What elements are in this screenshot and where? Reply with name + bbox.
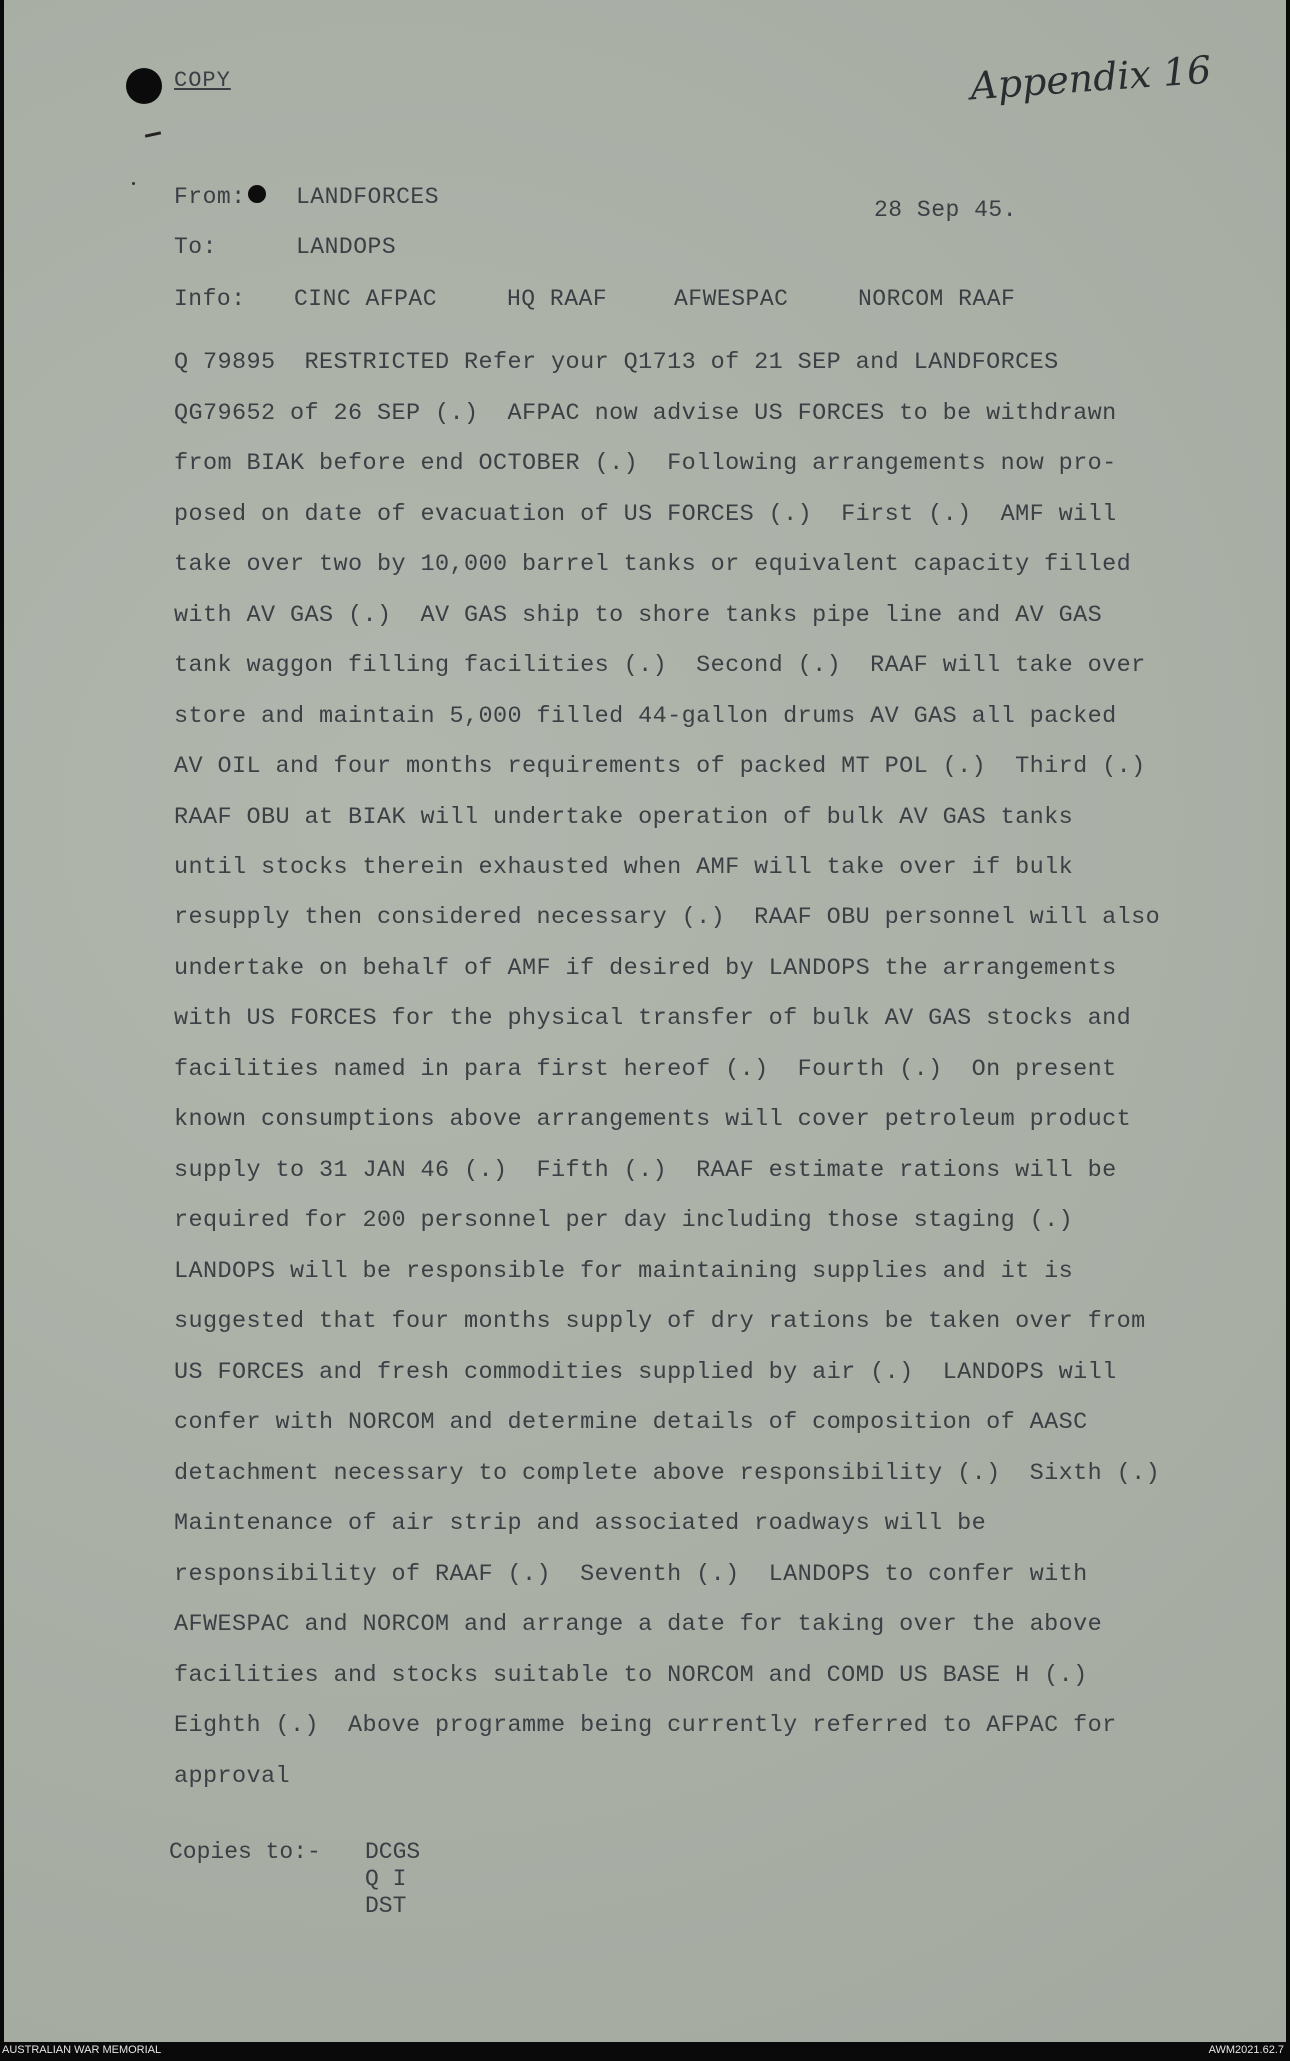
body-line: responsibility of RAAF (.) Seventh (.) LANDOPS to confer with [174, 1561, 1088, 1588]
body-line: QG79652 of 26 SEP (.) AFPAC now advise US FORCES to be withdrawn [174, 400, 1117, 427]
body-line: Maintenance of air strip and associated roadways will be [174, 1510, 987, 1537]
body-line: RAAF OBU at BIAK will undertake operation of bulk AV GAS tanks [174, 804, 1074, 831]
copies-recipient: Q I [365, 1866, 407, 1892]
body-line: with AV GAS (.) AV GAS ship to shore tanks pipe line and AV GAS [174, 602, 1103, 629]
ink-mark [145, 131, 161, 137]
body-line: with US FORCES for the physical transfer of bulk AV GAS stocks and [174, 1005, 1132, 1032]
body-line: resupply then considered necessary (.) RAAF OBU personnel will also [174, 904, 1161, 931]
to-label: To: [174, 234, 217, 260]
body-line: until stocks therein exhausted when AMF will take over if bulk [174, 854, 1074, 881]
body-line: facilities and stocks suitable to NORCOM and COMD US BASE H (.) [174, 1662, 1088, 1689]
footer-accession-number: AWM2021.62.7 [1208, 2044, 1284, 2056]
copies-recipient: DST [365, 1893, 407, 1919]
body-line: store and maintain 5,000 filled 44-gallon drums AV GAS all packed [174, 703, 1117, 730]
body-line: approval [174, 1763, 291, 1790]
punch-hole [126, 68, 162, 104]
body-line: known consumptions above arrangements will cover petroleum product [174, 1106, 1132, 1133]
from-value: LANDFORCES [296, 184, 440, 210]
info-recipient: NORCOM RAAF [858, 286, 1016, 312]
body-line: posed on date of evacuation of US FORCES (.) First (.) AMF will [174, 501, 1117, 528]
copy-label: COPY [174, 68, 231, 93]
to-value: LANDOPS [296, 234, 397, 260]
body-line: from BIAK before end OCTOBER (.) Following arrangements now pro- [174, 450, 1117, 477]
body-line: take over two by 10,000 barrel tanks or equivalent capacity filled [174, 551, 1132, 578]
copies-recipient: DCGS [365, 1839, 421, 1865]
body-line: confer with NORCOM and determine details of composition of AASC [174, 1409, 1088, 1436]
body-line: US FORCES and fresh commodities supplied by air (.) LANDOPS will [174, 1359, 1117, 1386]
ink-blot [248, 185, 266, 203]
body-line: undertake on behalf of AMF if desired by LANDOPS the arrangements [174, 955, 1117, 982]
document-sheet [4, 0, 1286, 2042]
copies-label: Copies to:- [169, 1839, 321, 1865]
info-recipient: AFWESPAC [674, 286, 789, 312]
body-line: AV OIL and four months requirements of packed MT POL (.) Third (.) [174, 753, 1146, 780]
info-label: Info: [174, 286, 246, 312]
ink-dot [132, 182, 135, 185]
message-date: 28 Sep 45. [874, 197, 1018, 223]
footer-institution: AUSTRALIAN WAR MEMORIAL [2, 2044, 162, 2056]
body-line: supply to 31 JAN 46 (.) Fifth (.) RAAF estimate rations will be [174, 1157, 1117, 1184]
body-line: tank waggon filling facilities (.) Second (.) RAAF will take over [174, 652, 1146, 679]
body-line: Eighth (.) Above programme being currently referred to AFPAC for [174, 1712, 1117, 1739]
body-line: detachment necessary to complete above responsibility (.) Sixth (.) [174, 1460, 1161, 1487]
body-line: required for 200 personnel per day including those staging (.) [174, 1207, 1074, 1234]
body-line: Q 79895 RESTRICTED Refer your Q1713 of 21 SEP and LANDFORCES [174, 349, 1059, 376]
body-line: facilities named in para first hereof (.) Fourth (.) On present [174, 1056, 1117, 1083]
info-recipient: HQ RAAF [507, 286, 608, 312]
from-label: From: [174, 184, 246, 210]
body-line: AFWESPAC and NORCOM and arrange a date for taking over the above [174, 1611, 1103, 1638]
body-line: LANDOPS will be responsible for maintaining supplies and it is [174, 1258, 1074, 1285]
info-recipient: CINC AFPAC [294, 286, 438, 312]
body-line: suggested that four months supply of dry rations be taken over from [174, 1308, 1146, 1335]
handwritten-appendix-note: Appendix 16 [968, 47, 1213, 109]
